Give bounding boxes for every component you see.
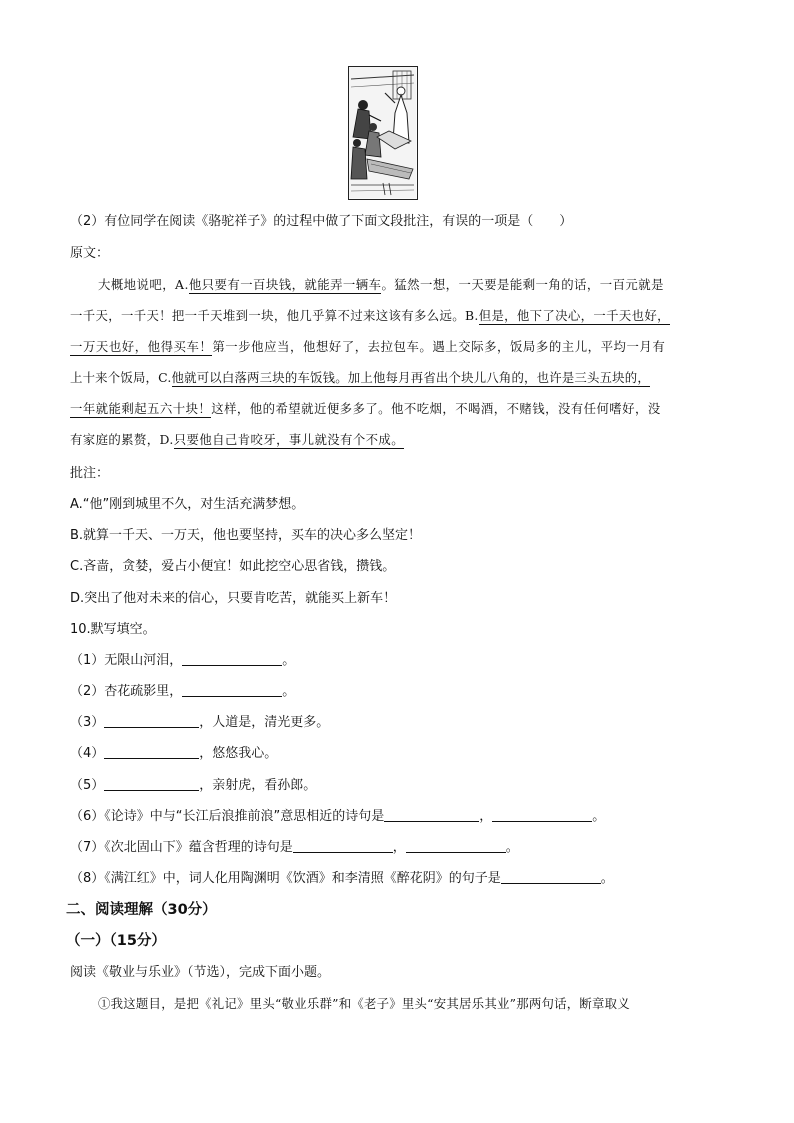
fill-blank-item: （2）杏花疏影里， 。 [70, 684, 296, 699]
passage-line: 有家庭的累赘，D.只要他自己肯咬牙，事儿就没有个不成。 [70, 432, 404, 447]
answer-blank[interactable] [182, 652, 282, 666]
answer-blank[interactable] [492, 808, 592, 822]
fill-blank-item: （4） ，悠悠我心。 [70, 746, 278, 761]
answer-blank[interactable] [104, 777, 199, 791]
answer-blank[interactable] [104, 745, 199, 759]
underlined-sentence-b: 但是，他下了决心，一千天也好， [478, 308, 670, 323]
notes-label: 批注： [70, 466, 110, 481]
passage-line: 一千天，一千天！把一千天堆到一块，他几乎算不过来这该有多么远。B.但是，他下了决心，一千天也好， [70, 308, 670, 323]
fill-blank-item: （6）《论诗》中与“长江后浪推前浪”意思相近的诗句是 ， 。 [70, 809, 606, 824]
answer-blank[interactable] [104, 714, 199, 728]
passage-line: 上十来个饭局，C.他就可以白落两三块的车饭钱。加上他每月再省出个块儿八角的，也许是三头五块的， [70, 370, 650, 385]
passage-line: 一万天也好，他得买车！第一步他应当，他想好了，去拉包车。遇上交际多，饭局多的主儿，平均一月有 [70, 339, 666, 354]
answer-blank[interactable] [384, 808, 479, 822]
reading-paragraph-1: ①我这题目，是把《礼记》里头“敬业乐群”和《老子》里头“安其居乐其业”那两句话，断章取义 [98, 996, 630, 1011]
novel-illustration [348, 66, 418, 200]
underlined-sentence-a: 他只要有一百块钱，就能弄一辆车 [188, 277, 382, 292]
note-option-d[interactable]: D.突出了他对未来的信心，只要肯吃苦，就能买上新车！ [70, 591, 397, 606]
part-1-heading: （一）（15分） [66, 933, 166, 949]
answer-blank[interactable] [501, 870, 601, 884]
reading-instruction: 阅读《敬业与乐业》（节选），完成下面小题。 [70, 965, 331, 980]
answer-blank[interactable] [293, 839, 393, 853]
answer-blank[interactable] [406, 839, 506, 853]
original-text-label: 原文： [70, 246, 110, 261]
fill-blank-item: （3） ，人道是，清光更多。 [70, 715, 330, 730]
woodcut-illustration-icon [349, 67, 416, 198]
question-9-2-stem: （2）有位同学在阅读《骆驼祥子》的过程中做了下面文段批注，有误的一项是（ ） [70, 214, 573, 229]
answer-blank[interactable] [182, 683, 282, 697]
passage-line: 大概地说吧，A.他只要有一百块钱，就能弄一辆车。猛然一想，一天要是能剩一角的话，一百元就是 [98, 277, 664, 292]
fill-blank-item: （5） ，亲射虎，看孙郎。 [70, 778, 317, 793]
note-option-a[interactable]: A.“他”刚到城里不久，对生活充满梦想。 [70, 497, 305, 512]
note-option-b[interactable]: B.就算一千天、一万天，他也要坚持，买车的决心多么坚定！ [70, 528, 422, 543]
fill-blank-item: （1）无限山河泪， 。 [70, 653, 296, 668]
underlined-sentence-b-cont: 一万天也好，他得买车！ [70, 339, 213, 354]
question-10-title: 10.默写填空。 [70, 622, 156, 637]
underlined-sentence-c: 他就可以白落两三块的车饭钱。加上他每月再省出个块儿八角的，也许是三头五块的， [171, 370, 650, 385]
note-option-c[interactable]: C.吝啬，贪婪，爱占小便宜！如此挖空心思省钱，攒钱。 [70, 559, 396, 574]
fill-blank-item: （8）《满江红》中，词人化用陶渊明《饮酒》和李清照《醉花阴》的句子是 。 [70, 871, 614, 886]
underlined-sentence-d: 只要他自己肯咬牙，事儿就没有个不成。 [173, 432, 404, 447]
underlined-sentence-c-cont: 一年就能剩起五六十块！ [70, 401, 212, 416]
passage-line: 一年就能剩起五六十块！这样，他的希望就近便多多了。他不吃烟，不喝酒，不赌钱，没有任何嗜好，没 [70, 401, 661, 416]
section-2-heading: 二、阅读理解（30分） [66, 902, 217, 918]
fill-blank-item: （7）《次北固山下》蕴含哲理的诗句是 ， 。 [70, 840, 519, 855]
